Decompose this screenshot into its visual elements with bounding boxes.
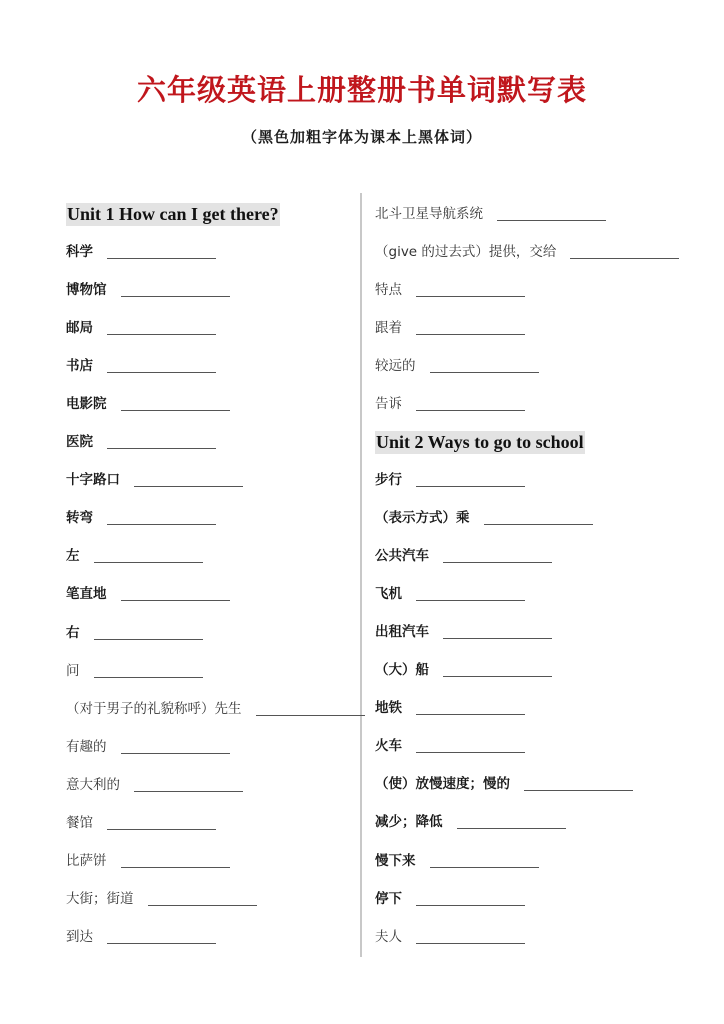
answer-blank[interactable] (416, 600, 525, 601)
unit1-heading: Unit 1 How can I get there? (67, 204, 279, 224)
vocab-row (375, 659, 552, 679)
vocab-row (66, 241, 216, 261)
vocab-chinese: 北斗卫星导航系统 (375, 206, 483, 222)
vocab-chinese: 电影院 (66, 396, 107, 413)
vocab-chinese: 转弯 (66, 510, 93, 527)
vocab-row (66, 622, 203, 642)
vocab-row (66, 545, 203, 565)
vocab-chinese: 笔直地 (66, 586, 107, 603)
vocab-row (375, 773, 633, 793)
answer-blank[interactable] (148, 905, 257, 906)
answer-blank[interactable] (107, 943, 216, 944)
answer-blank[interactable] (121, 867, 230, 868)
vocab-chinese: 跟着 (375, 320, 402, 336)
vocab-chinese: 地铁 (375, 700, 402, 717)
vocab-row (66, 583, 230, 603)
vocab-row (66, 507, 216, 527)
answer-blank[interactable] (134, 791, 243, 792)
vocab-row (375, 469, 525, 489)
answer-blank[interactable] (121, 753, 230, 754)
vocab-row (66, 888, 257, 908)
vocab-chinese: 医院 (66, 434, 93, 451)
vocab-row (66, 926, 216, 946)
answer-blank[interactable] (443, 676, 552, 677)
answer-blank[interactable] (256, 715, 365, 716)
answer-blank[interactable] (121, 296, 230, 297)
vocab-chinese: （大）船 (375, 662, 429, 679)
vocab-row (66, 431, 216, 451)
vocab-row (66, 279, 230, 299)
vocab-chinese: 博物馆 (66, 282, 107, 299)
vocab-row (375, 317, 525, 337)
vocab-chinese: 停下 (375, 890, 402, 907)
vocab-chinese: 出租汽车 (375, 624, 429, 641)
answer-blank[interactable] (416, 905, 525, 906)
answer-blank[interactable] (416, 410, 525, 411)
answer-blank[interactable] (107, 829, 216, 830)
answer-blank[interactable] (570, 258, 679, 259)
answer-blank[interactable] (430, 867, 539, 868)
answer-blank[interactable] (443, 562, 552, 563)
vocab-row (375, 393, 525, 413)
page-title: 六年级英语上册整册书单词默写表 (136, 73, 587, 107)
vocab-chinese: 火车 (375, 738, 402, 755)
vocab-chinese: 飞机 (375, 586, 402, 603)
answer-blank[interactable] (416, 943, 525, 944)
vocab-chinese: 右 (66, 624, 80, 641)
page-subtitle: （黑色加粗字体为课本上黑体词） (241, 128, 482, 146)
vocab-row (375, 697, 525, 717)
vocab-chinese: 餐馆 (66, 814, 93, 831)
vocab-chinese: 较远的 (375, 358, 416, 374)
vocab-row (375, 621, 552, 641)
vocab-row (375, 850, 539, 870)
vocab-chinese: 步行 (375, 472, 402, 488)
answer-blank[interactable] (107, 372, 216, 373)
vocab-chinese: 比萨饼 (66, 852, 107, 869)
answer-blank[interactable] (121, 600, 230, 601)
vocab-chinese: 夫人 (375, 928, 402, 945)
vocab-chinese: 问 (66, 662, 80, 679)
vocab-row (66, 736, 230, 756)
answer-blank[interactable] (484, 524, 593, 525)
unit2-heading: Unit 2 Ways to go to school (376, 432, 584, 452)
vocab-row (66, 469, 243, 489)
vocab-row (375, 888, 525, 908)
vocab-row (375, 735, 525, 755)
vocab-row (66, 660, 203, 680)
answer-blank[interactable] (94, 562, 203, 563)
vocab-chinese: 科学 (66, 244, 93, 260)
vocab-row (375, 811, 566, 831)
vocab-row (66, 774, 243, 794)
vocab-chinese: （对于男子的礼貌称呼）先生 (66, 700, 242, 717)
vocab-chinese: 特点 (375, 282, 402, 298)
answer-blank[interactable] (430, 372, 539, 373)
vocab-row (66, 812, 216, 832)
vocab-chinese: 大街；街道 (66, 890, 134, 907)
vocab-row (66, 393, 230, 413)
vocab-row (375, 507, 593, 527)
vocab-chinese: 减少；降低 (375, 814, 443, 831)
vocab-chinese: 十字路口 (66, 472, 120, 489)
vocab-chinese: （give 的过去式）提供，交给 (375, 244, 557, 260)
vocab-row (375, 241, 679, 261)
vocab-row (66, 698, 365, 718)
vocab-row (375, 203, 606, 223)
answer-blank[interactable] (121, 410, 230, 411)
vocab-chinese: 慢下来 (375, 852, 416, 869)
vocab-chinese: 邮局 (66, 320, 93, 337)
answer-blank[interactable] (524, 790, 633, 791)
answer-blank[interactable] (457, 828, 566, 829)
answer-blank[interactable] (134, 486, 243, 487)
vocab-row (375, 583, 525, 603)
answer-blank[interactable] (416, 296, 525, 297)
answer-blank[interactable] (497, 220, 606, 221)
vocab-chinese: 告诉 (375, 396, 402, 412)
vocab-row (66, 850, 230, 870)
vocab-chinese: 意大利的 (66, 776, 120, 793)
vocab-chinese: 书店 (66, 358, 93, 375)
answer-blank[interactable] (416, 486, 525, 487)
vocab-chinese: （表示方式）乘 (375, 510, 470, 527)
answer-blank[interactable] (416, 334, 525, 335)
vocab-row (375, 355, 539, 375)
vocab-row (375, 926, 525, 946)
answer-blank[interactable] (107, 524, 216, 525)
vocab-chinese: 公共汽车 (375, 548, 429, 565)
answer-blank[interactable] (107, 258, 216, 259)
answer-blank[interactable] (416, 752, 525, 753)
vocab-chinese: 有趣的 (66, 738, 107, 755)
vocab-chinese: （使）放慢速度；慢的 (375, 776, 510, 793)
vocab-chinese: 到达 (66, 928, 93, 945)
vocab-row (66, 355, 216, 375)
column-divider (360, 193, 362, 957)
vocab-row (375, 545, 552, 565)
vocab-row (66, 317, 216, 337)
answer-blank[interactable] (443, 638, 552, 639)
answer-blank[interactable] (107, 334, 216, 335)
answer-blank[interactable] (94, 677, 203, 678)
answer-blank[interactable] (107, 448, 216, 449)
vocab-chinese: 左 (66, 548, 80, 565)
vocab-row (375, 279, 525, 299)
answer-blank[interactable] (94, 639, 203, 640)
answer-blank[interactable] (416, 714, 525, 715)
